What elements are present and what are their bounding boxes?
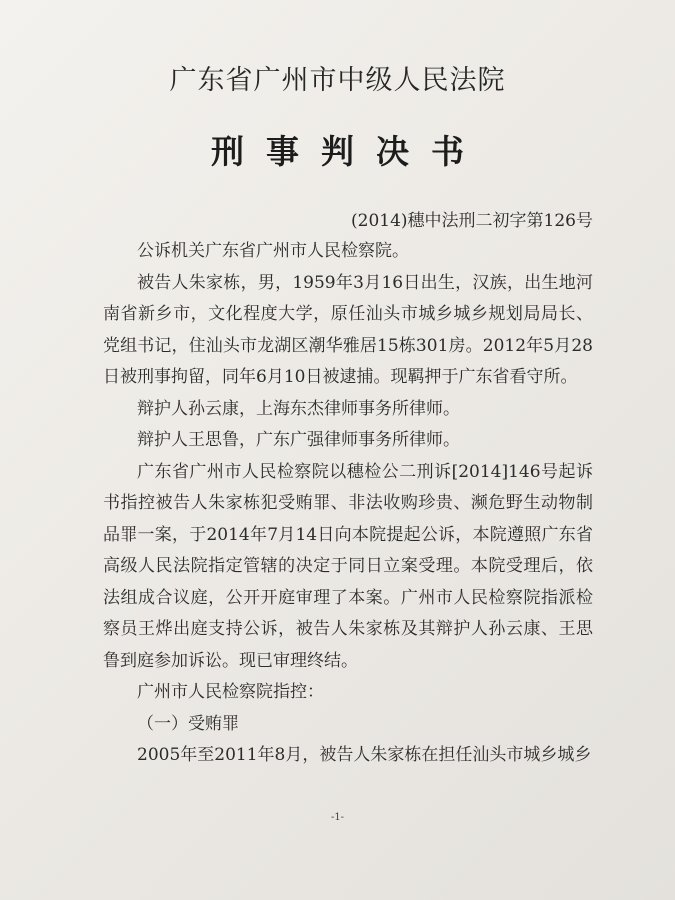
paragraph-charge-heading: （一）受贿罪 bbox=[137, 713, 239, 734]
court-name: 广东省广州市中级人民法院 bbox=[169, 65, 506, 96]
paragraph-charges-intro: 广州市人民检察院指控： bbox=[137, 682, 324, 702]
paragraph-defender-2: 辩护人王思鲁，广东广强律师事务所律师。 bbox=[137, 430, 460, 450]
case-number: (2014)穗中法刑二初字第126号 bbox=[351, 211, 593, 231]
paragraph-charge-detail: 2005年至2011年8月，被告人朱家栋在担任汕头市城乡城乡 bbox=[137, 745, 592, 765]
paragraph-case-history: 广东省广州市人民检察院以穗检公二刑诉[2014]146号起诉书指控被告人朱家栋犯受贿罪、非法收购珍贵、濒危野生动物制品罪一案，于2014年7月14日向本院提起公诉，本院遵照广东省高级人民法院指定管辖的决定于同日立案受理。本院受理后，依法组成合议庭，公开开庭审理了本案。广州市人民检察院指派检察员王烨出庭支持公诉，被告人朱家栋及其辩护人孙云康、王思鲁到庭参加诉讼。现已审理终结。 bbox=[103, 461, 593, 671]
page-number: -1- bbox=[330, 812, 345, 823]
document-type-title: 刑事判决书 bbox=[211, 132, 486, 171]
paragraph-prosecutor: 公诉机关广东省广州市人民检察院。 bbox=[137, 241, 409, 261]
judgment-body bbox=[103, 236, 593, 772]
paragraph-defendant: 被告人朱家栋，男，1959年3月16日出生，汉族，出生地河南省新乡市，文化程度大学，原任汕头市城乡城乡规划局局长、党组书记，住汕头市龙湖区潮华雅居15栋301房。2012年5月28日被刑事拘留，同年6月10日被逮捕。现羁押于广东省看守所。 bbox=[103, 272, 593, 387]
paragraph-defender-1: 辩护人孙云康，上海东杰律师事务所律师。 bbox=[137, 398, 460, 419]
